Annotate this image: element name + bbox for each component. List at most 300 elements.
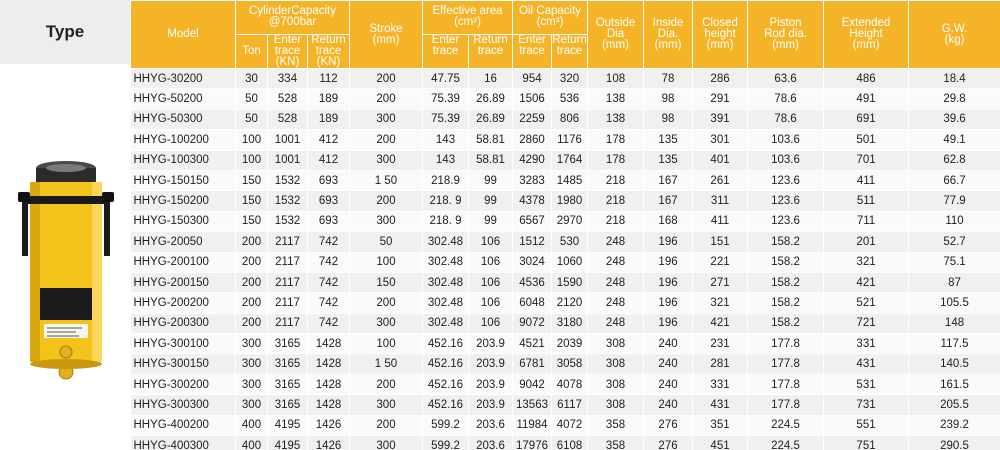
cell-stroke: 100 — [350, 334, 423, 354]
cell-extended-height: 411 — [824, 170, 909, 190]
cell-return-trace-kn: 189 — [308, 109, 350, 129]
cell-gw: 161.5 — [909, 374, 1000, 394]
header-cylinder-capacity: CylinderCapacity @700bar — [236, 1, 350, 35]
cell-model: HHYG-150200 — [131, 191, 236, 211]
cell-area-return: 58.81 — [469, 150, 513, 170]
table-row — [131, 69, 1000, 89]
cell-oil-return: 4072 — [552, 415, 588, 435]
cell-piston-rod-dia: 103.6 — [748, 150, 824, 170]
table-row — [131, 374, 1000, 394]
cell-closed-height: 351 — [693, 415, 748, 435]
cell-outside-dia: 248 — [588, 293, 644, 313]
cell-area-return: 203.6 — [469, 436, 513, 450]
cell-area-return: 58.81 — [469, 130, 513, 150]
cell-closed-height: 151 — [693, 232, 748, 252]
cell-ton: 200 — [236, 293, 268, 313]
cell-model: HHYG-200150 — [131, 272, 236, 292]
cell-inside-dia: 135 — [644, 150, 693, 170]
cell-ton: 150 — [236, 191, 268, 211]
cell-extended-height: 501 — [824, 130, 909, 150]
cell-inside-dia: 196 — [644, 232, 693, 252]
cell-ton: 200 — [236, 272, 268, 292]
cell-model: HHYG-20050 — [131, 232, 236, 252]
cell-inside-dia: 276 — [644, 415, 693, 435]
cell-area-enter: 302.48 — [423, 293, 469, 313]
cell-closed-height: 331 — [693, 374, 748, 394]
cell-oil-enter: 9042 — [513, 374, 552, 394]
cell-extended-height: 531 — [824, 374, 909, 394]
cell-gw: 87 — [909, 272, 1000, 292]
cell-oil-enter: 3283 — [513, 170, 552, 190]
cell-piston-rod-dia: 158.2 — [748, 252, 824, 272]
cell-model: HHYG-200100 — [131, 252, 236, 272]
cell-gw: 49.1 — [909, 130, 1000, 150]
table-row — [131, 232, 1000, 252]
cell-inside-dia: 168 — [644, 211, 693, 231]
cell-extended-height: 521 — [824, 293, 909, 313]
cell-enter-trace-kn: 3165 — [268, 374, 308, 394]
cell-closed-height: 311 — [693, 191, 748, 211]
cell-oil-return: 3180 — [552, 313, 588, 333]
cell-oil-enter: 4290 — [513, 150, 552, 170]
cell-outside-dia: 248 — [588, 252, 644, 272]
cell-oil-return: 3058 — [552, 354, 588, 374]
cell-inside-dia: 276 — [644, 436, 693, 450]
cell-stroke: 300 — [350, 436, 423, 450]
cell-gw: 117.5 — [909, 334, 1000, 354]
cell-oil-return: 1485 — [552, 170, 588, 190]
cell-area-enter: 302.48 — [423, 232, 469, 252]
cell-area-return: 106 — [469, 272, 513, 292]
cell-inside-dia: 240 — [644, 354, 693, 374]
cell-oil-return: 806 — [552, 109, 588, 129]
cell-stroke: 200 — [350, 130, 423, 150]
cell-enter-trace-kn: 2117 — [268, 252, 308, 272]
cell-enter-trace-kn: 1532 — [268, 191, 308, 211]
cell-ton: 200 — [236, 313, 268, 333]
cell-area-enter: 143 — [423, 150, 469, 170]
cell-oil-return: 1590 — [552, 272, 588, 292]
cell-area-return: 26.89 — [469, 109, 513, 129]
cell-extended-height: 751 — [824, 436, 909, 450]
cell-model: HHYG-100300 — [131, 150, 236, 170]
cell-extended-height: 486 — [824, 69, 909, 89]
cell-piston-rod-dia: 177.8 — [748, 334, 824, 354]
cell-outside-dia: 308 — [588, 374, 644, 394]
cell-outside-dia: 358 — [588, 436, 644, 450]
header-effective-area: Effective area (cm²) — [423, 1, 513, 35]
cell-area-return: 106 — [469, 313, 513, 333]
table-row — [131, 436, 1000, 450]
cell-area-return: 99 — [469, 191, 513, 211]
cell-oil-return: 2039 — [552, 334, 588, 354]
cell-outside-dia: 108 — [588, 69, 644, 89]
cell-piston-rod-dia: 158.2 — [748, 313, 824, 333]
cell-enter-trace-kn: 2117 — [268, 293, 308, 313]
cell-gw: 39.6 — [909, 109, 1000, 129]
cell-return-trace-kn: 742 — [308, 252, 350, 272]
cell-area-enter: 143 — [423, 130, 469, 150]
table-row — [131, 109, 1000, 129]
cell-enter-trace-kn: 1532 — [268, 170, 308, 190]
cell-gw: 52.7 — [909, 232, 1000, 252]
cell-inside-dia: 196 — [644, 272, 693, 292]
cell-outside-dia: 138 — [588, 109, 644, 129]
table-row — [131, 272, 1000, 292]
cell-gw: 239.2 — [909, 415, 1000, 435]
cell-outside-dia: 308 — [588, 395, 644, 415]
cell-extended-height: 551 — [824, 415, 909, 435]
cell-piston-rod-dia: 123.6 — [748, 191, 824, 211]
cell-closed-height: 321 — [693, 293, 748, 313]
cell-extended-height: 511 — [824, 191, 909, 211]
cell-oil-enter: 2259 — [513, 109, 552, 129]
cell-oil-enter: 13563 — [513, 395, 552, 415]
header-model: Model — [131, 1, 236, 69]
cell-closed-height: 271 — [693, 272, 748, 292]
cell-model: HHYG-400300 — [131, 436, 236, 450]
cell-piston-rod-dia: 177.8 — [748, 374, 824, 394]
cell-model: HHYG-300300 — [131, 395, 236, 415]
cell-inside-dia: 240 — [644, 374, 693, 394]
cell-gw: 29.8 — [909, 89, 1000, 109]
cell-model: HHYG-100200 — [131, 130, 236, 150]
cell-area-return: 106 — [469, 232, 513, 252]
hydraulic-cylinder-image — [16, 156, 116, 396]
cell-stroke: 200 — [350, 415, 423, 435]
cell-inside-dia: 240 — [644, 395, 693, 415]
cell-enter-trace-kn: 1001 — [268, 150, 308, 170]
cell-piston-rod-dia: 78.6 — [748, 109, 824, 129]
cell-oil-return: 530 — [552, 232, 588, 252]
cell-inside-dia: 196 — [644, 313, 693, 333]
cell-oil-return: 1980 — [552, 191, 588, 211]
cell-oil-enter: 6567 — [513, 211, 552, 231]
cell-piston-rod-dia: 177.8 — [748, 395, 824, 415]
cell-enter-trace-kn: 4195 — [268, 415, 308, 435]
table-row — [131, 211, 1000, 231]
header-oil-capacity: Oil Capacity (cm³) — [513, 1, 588, 35]
cell-return-trace-kn: 742 — [308, 232, 350, 252]
cell-enter-trace-kn: 528 — [268, 109, 308, 129]
spec-table — [130, 0, 1000, 450]
cell-ton: 300 — [236, 374, 268, 394]
header-oil-return-trace: Return trace — [552, 35, 588, 69]
cell-enter-trace-kn: 3165 — [268, 334, 308, 354]
cell-area-enter: 452.16 — [423, 354, 469, 374]
cell-inside-dia: 98 — [644, 89, 693, 109]
cell-ton: 50 — [236, 89, 268, 109]
cell-ton: 300 — [236, 395, 268, 415]
cell-oil-enter: 1512 — [513, 232, 552, 252]
cell-piston-rod-dia: 123.6 — [748, 211, 824, 231]
cell-piston-rod-dia: 103.6 — [748, 130, 824, 150]
cell-stroke: 50 — [350, 232, 423, 252]
cell-oil-enter: 4378 — [513, 191, 552, 211]
table-row — [131, 89, 1000, 109]
cell-oil-enter: 4536 — [513, 272, 552, 292]
cell-gw: 148 — [909, 313, 1000, 333]
table-row — [131, 395, 1000, 415]
cell-oil-return: 2120 — [552, 293, 588, 313]
cell-stroke: 300 — [350, 313, 423, 333]
cell-gw: 18.4 — [909, 69, 1000, 89]
cell-enter-trace-kn: 1532 — [268, 211, 308, 231]
cell-area-return: 203.9 — [469, 395, 513, 415]
cell-area-enter: 452.16 — [423, 395, 469, 415]
cell-stroke: 200 — [350, 374, 423, 394]
cell-piston-rod-dia: 78.6 — [748, 89, 824, 109]
header-stroke: Stroke (mm) — [350, 1, 423, 69]
cell-area-return: 106 — [469, 252, 513, 272]
cell-area-enter: 75.39 — [423, 109, 469, 129]
cell-gw: 140.5 — [909, 354, 1000, 374]
cell-return-trace-kn: 1428 — [308, 395, 350, 415]
cell-area-return: 16 — [469, 69, 513, 89]
cell-return-trace-kn: 1428 — [308, 334, 350, 354]
cell-extended-height: 491 — [824, 89, 909, 109]
cell-return-trace-kn: 1426 — [308, 415, 350, 435]
cell-closed-height: 261 — [693, 170, 748, 190]
cell-enter-trace-kn: 2117 — [268, 232, 308, 252]
cell-oil-enter: 1506 — [513, 89, 552, 109]
cell-ton: 150 — [236, 170, 268, 190]
cell-area-enter: 302.48 — [423, 272, 469, 292]
cell-closed-height: 411 — [693, 211, 748, 231]
cell-model: HHYG-300200 — [131, 374, 236, 394]
cell-closed-height: 301 — [693, 130, 748, 150]
cell-area-enter: 599.2 — [423, 436, 469, 450]
cell-model: HHYG-400200 — [131, 415, 236, 435]
cell-area-enter: 75.39 — [423, 89, 469, 109]
cell-piston-rod-dia: 63.6 — [748, 69, 824, 89]
cell-extended-height: 321 — [824, 252, 909, 272]
cell-stroke: 300 — [350, 211, 423, 231]
cell-area-enter: 452.16 — [423, 374, 469, 394]
cell-extended-height: 421 — [824, 272, 909, 292]
cell-area-enter: 452.16 — [423, 334, 469, 354]
cell-area-return: 26.89 — [469, 89, 513, 109]
table-row — [131, 293, 1000, 313]
cell-outside-dia: 358 — [588, 415, 644, 435]
table-row — [131, 334, 1000, 354]
cell-oil-return: 4078 — [552, 374, 588, 394]
cell-oil-return: 1060 — [552, 252, 588, 272]
cell-stroke: 1 50 — [350, 170, 423, 190]
cell-closed-height: 286 — [693, 69, 748, 89]
cell-piston-rod-dia: 158.2 — [748, 293, 824, 313]
cell-oil-return: 536 — [552, 89, 588, 109]
cell-enter-trace-kn: 4195 — [268, 436, 308, 450]
cell-return-trace-kn: 742 — [308, 313, 350, 333]
cell-area-return: 203.9 — [469, 374, 513, 394]
cell-ton: 100 — [236, 150, 268, 170]
cell-enter-trace-kn: 3165 — [268, 395, 308, 415]
cell-enter-trace-kn: 528 — [268, 89, 308, 109]
cell-piston-rod-dia: 123.6 — [748, 170, 824, 190]
table-row — [131, 150, 1000, 170]
cell-enter-trace-kn: 1001 — [268, 130, 308, 150]
product-picture-column — [0, 64, 130, 450]
cell-oil-return: 2970 — [552, 211, 588, 231]
cell-return-trace-kn: 1426 — [308, 436, 350, 450]
cell-outside-dia: 138 — [588, 89, 644, 109]
cell-extended-height: 431 — [824, 354, 909, 374]
cell-oil-return: 320 — [552, 69, 588, 89]
cell-closed-height: 451 — [693, 436, 748, 450]
cell-area-return: 106 — [469, 293, 513, 313]
cell-inside-dia: 196 — [644, 252, 693, 272]
cell-oil-enter: 17976 — [513, 436, 552, 450]
cell-ton: 50 — [236, 109, 268, 129]
cell-model: HHYG-300100 — [131, 334, 236, 354]
cell-stroke: 300 — [350, 109, 423, 129]
cell-oil-enter: 954 — [513, 69, 552, 89]
header-oil-enter-trace: Enter trace — [513, 35, 552, 69]
cell-extended-height: 701 — [824, 150, 909, 170]
cell-enter-trace-kn: 334 — [268, 69, 308, 89]
cell-stroke: 150 — [350, 272, 423, 292]
type-label: Type — [0, 0, 130, 64]
cell-closed-height: 221 — [693, 252, 748, 272]
cell-outside-dia: 248 — [588, 272, 644, 292]
cell-oil-enter: 4521 — [513, 334, 552, 354]
cell-model: HHYG-150300 — [131, 211, 236, 231]
cell-outside-dia: 248 — [588, 232, 644, 252]
cell-return-trace-kn: 112 — [308, 69, 350, 89]
cell-area-enter: 218.9 — [423, 170, 469, 190]
cell-return-trace-kn: 412 — [308, 130, 350, 150]
cell-oil-enter: 9072 — [513, 313, 552, 333]
table-row — [131, 170, 1000, 190]
cell-piston-rod-dia: 158.2 — [748, 232, 824, 252]
cell-closed-height: 421 — [693, 313, 748, 333]
cell-model: HHYG-200300 — [131, 313, 236, 333]
cell-closed-height: 431 — [693, 395, 748, 415]
cell-return-trace-kn: 693 — [308, 191, 350, 211]
cell-area-enter: 47.75 — [423, 69, 469, 89]
cell-model: HHYG-150150 — [131, 170, 236, 190]
header-outside-dia: Outside Dia (mm) — [588, 1, 644, 69]
cell-closed-height: 401 — [693, 150, 748, 170]
cell-oil-enter: 6781 — [513, 354, 552, 374]
cell-gw: 105.5 — [909, 293, 1000, 313]
table-row — [131, 415, 1000, 435]
cell-oil-enter: 2860 — [513, 130, 552, 150]
cell-gw: 66.7 — [909, 170, 1000, 190]
cell-area-return: 203.9 — [469, 354, 513, 374]
cell-closed-height: 291 — [693, 89, 748, 109]
cell-return-trace-kn: 189 — [308, 89, 350, 109]
header-ton: Ton — [236, 35, 268, 69]
cell-return-trace-kn: 693 — [308, 211, 350, 231]
cell-closed-height: 231 — [693, 334, 748, 354]
cell-oil-return: 1764 — [552, 150, 588, 170]
cell-piston-rod-dia: 224.5 — [748, 415, 824, 435]
cell-area-enter: 218. 9 — [423, 211, 469, 231]
cell-gw: 77.9 — [909, 191, 1000, 211]
cell-ton: 30 — [236, 69, 268, 89]
cell-area-return: 99 — [469, 211, 513, 231]
table-row — [131, 252, 1000, 272]
header-return-trace-kn: Return trace (KN) — [308, 35, 350, 69]
cell-outside-dia: 178 — [588, 130, 644, 150]
cell-outside-dia: 248 — [588, 313, 644, 333]
cell-ton: 300 — [236, 354, 268, 374]
cell-return-trace-kn: 1428 — [308, 374, 350, 394]
table-row — [131, 313, 1000, 333]
cell-oil-enter: 6048 — [513, 293, 552, 313]
cell-piston-rod-dia: 158.2 — [748, 272, 824, 292]
cell-oil-return: 6108 — [552, 436, 588, 450]
cell-oil-enter: 11984 — [513, 415, 552, 435]
cell-ton: 100 — [236, 130, 268, 150]
cell-model: HHYG-50300 — [131, 109, 236, 129]
header-piston-rod-dia: Piston Rod dia. (mm) — [748, 1, 824, 69]
cell-enter-trace-kn: 2117 — [268, 313, 308, 333]
cell-return-trace-kn: 1428 — [308, 354, 350, 374]
cell-area-enter: 218. 9 — [423, 191, 469, 211]
cell-area-enter: 599.2 — [423, 415, 469, 435]
header-area-return-trace: Return trace — [469, 35, 513, 69]
cell-gw: 75.1 — [909, 252, 1000, 272]
table-row — [131, 191, 1000, 211]
cell-return-trace-kn: 693 — [308, 170, 350, 190]
cell-inside-dia: 78 — [644, 69, 693, 89]
header-inside-dia: Inside Dia. (mm) — [644, 1, 693, 69]
cell-model: HHYG-200200 — [131, 293, 236, 313]
header-gw: G.W. (kg) — [909, 1, 1000, 69]
cell-stroke: 300 — [350, 395, 423, 415]
cell-piston-rod-dia: 177.8 — [748, 354, 824, 374]
cell-oil-return: 6117 — [552, 395, 588, 415]
cell-gw: 110 — [909, 211, 1000, 231]
cell-closed-height: 281 — [693, 354, 748, 374]
cell-return-trace-kn: 742 — [308, 293, 350, 313]
cell-outside-dia: 218 — [588, 211, 644, 231]
cell-model: HHYG-50200 — [131, 89, 236, 109]
cell-ton: 200 — [236, 232, 268, 252]
cell-area-enter: 302.48 — [423, 313, 469, 333]
cell-extended-height: 721 — [824, 313, 909, 333]
header-area-enter-trace: Enter trace — [423, 35, 469, 69]
cell-area-return: 99 — [469, 170, 513, 190]
cell-oil-return: 1176 — [552, 130, 588, 150]
cell-gw: 290.5 — [909, 436, 1000, 450]
cell-outside-dia: 308 — [588, 334, 644, 354]
cell-inside-dia: 135 — [644, 130, 693, 150]
cell-area-return: 203.6 — [469, 415, 513, 435]
header-enter-trace-kn: Enter trace (KN) — [268, 35, 308, 69]
cell-extended-height: 331 — [824, 334, 909, 354]
header-extended-height: Extended Height (mm) — [824, 1, 909, 69]
cell-stroke: 100 — [350, 252, 423, 272]
cell-stroke: 200 — [350, 89, 423, 109]
spec-table-body — [131, 69, 1000, 450]
table-row — [131, 130, 1000, 150]
cell-oil-enter: 3024 — [513, 252, 552, 272]
cell-inside-dia: 167 — [644, 191, 693, 211]
cell-ton: 150 — [236, 211, 268, 231]
cell-extended-height: 711 — [824, 211, 909, 231]
cell-gw: 205.5 — [909, 395, 1000, 415]
cell-ton: 200 — [236, 252, 268, 272]
cell-enter-trace-kn: 2117 — [268, 272, 308, 292]
header-closed-height: Closed height (mm) — [693, 1, 748, 69]
cell-inside-dia: 167 — [644, 170, 693, 190]
cell-stroke: 200 — [350, 69, 423, 89]
cell-outside-dia: 218 — [588, 170, 644, 190]
